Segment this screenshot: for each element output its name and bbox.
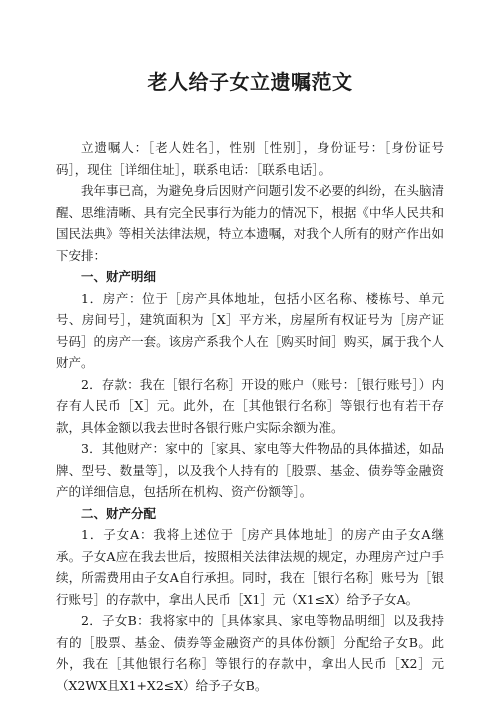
property-item-other: 3．其他财产：家中的［家具、家电等大件物品的具体描述，如品牌、型号、数量等］，以及我个人持有的［股票、基金、债券等金融资产的详细信息，包括所在机构、资产份额等］。 — [56, 441, 444, 499]
property-item-deposits: 2．存款：我在［银行名称］开设的账户（账号：［银行账号］）内存有人民币［X］元。此外，在［其他银行名称］等银行也有若干存款，具体金额以我去世时各银行账户实际余额为准。 — [56, 376, 444, 435]
testator-info-paragraph: 立遗嘱人：［老人姓名］，性别［性别］，身份证号：［身份证号码］，现住［详细住址］，联系电话：［联系电话］。 — [56, 140, 444, 177]
property-item-house: 1．房产：位于［房产具体地址，包括小区名称、楼栋号、单元号、房间号］，建筑面积为［X］平方米，房屋所有权证号为［房产证号码］的房产一套。该房产系我个人在［购买时间］购买，属于我个人财产。 — [56, 290, 444, 370]
section-heading-property-details: 一、财产明细 — [81, 269, 157, 284]
section-heading-distribution: 二、财产分配 — [81, 505, 157, 521]
distribution-item-child-b: 2．子女B：我将家中的［具体家具、家电等物品明细］以及我持有的［股票、基金、债券等金融资产的具体份额］分配给子女B。此外，我在［其他银行名称］等银行的存款中，拿出人民币［X2］元（X2WX且X1+X2≤X）给予子女B。 — [56, 613, 444, 693]
distribution-item-child-a: 1．子女A：我将上述位于［房产具体地址］的房产由子女A继承。子女A应在我去世后，按照相关法律法规的规定，办理房产过户手续，所需费用由子女A自行承担。同时，我在［银行名称］账号为［银行账号］的存款中，拿出人民币［X1］元（X1≤X）给予子女A。 — [56, 527, 444, 607]
preamble-paragraph: 我年事已高，为避免身后因财产问题引发不必要的纠纷，在头脑清醒、思维清晰、具有完全民事行为能力的情况下，根据《中华人民共和国民法典》等相关法律法规，特立本遗嘱，对我个人所有的财产作出如下安排： — [56, 183, 444, 263]
document-title: 老人给子女立遗嘱范文 — [147, 70, 353, 94]
